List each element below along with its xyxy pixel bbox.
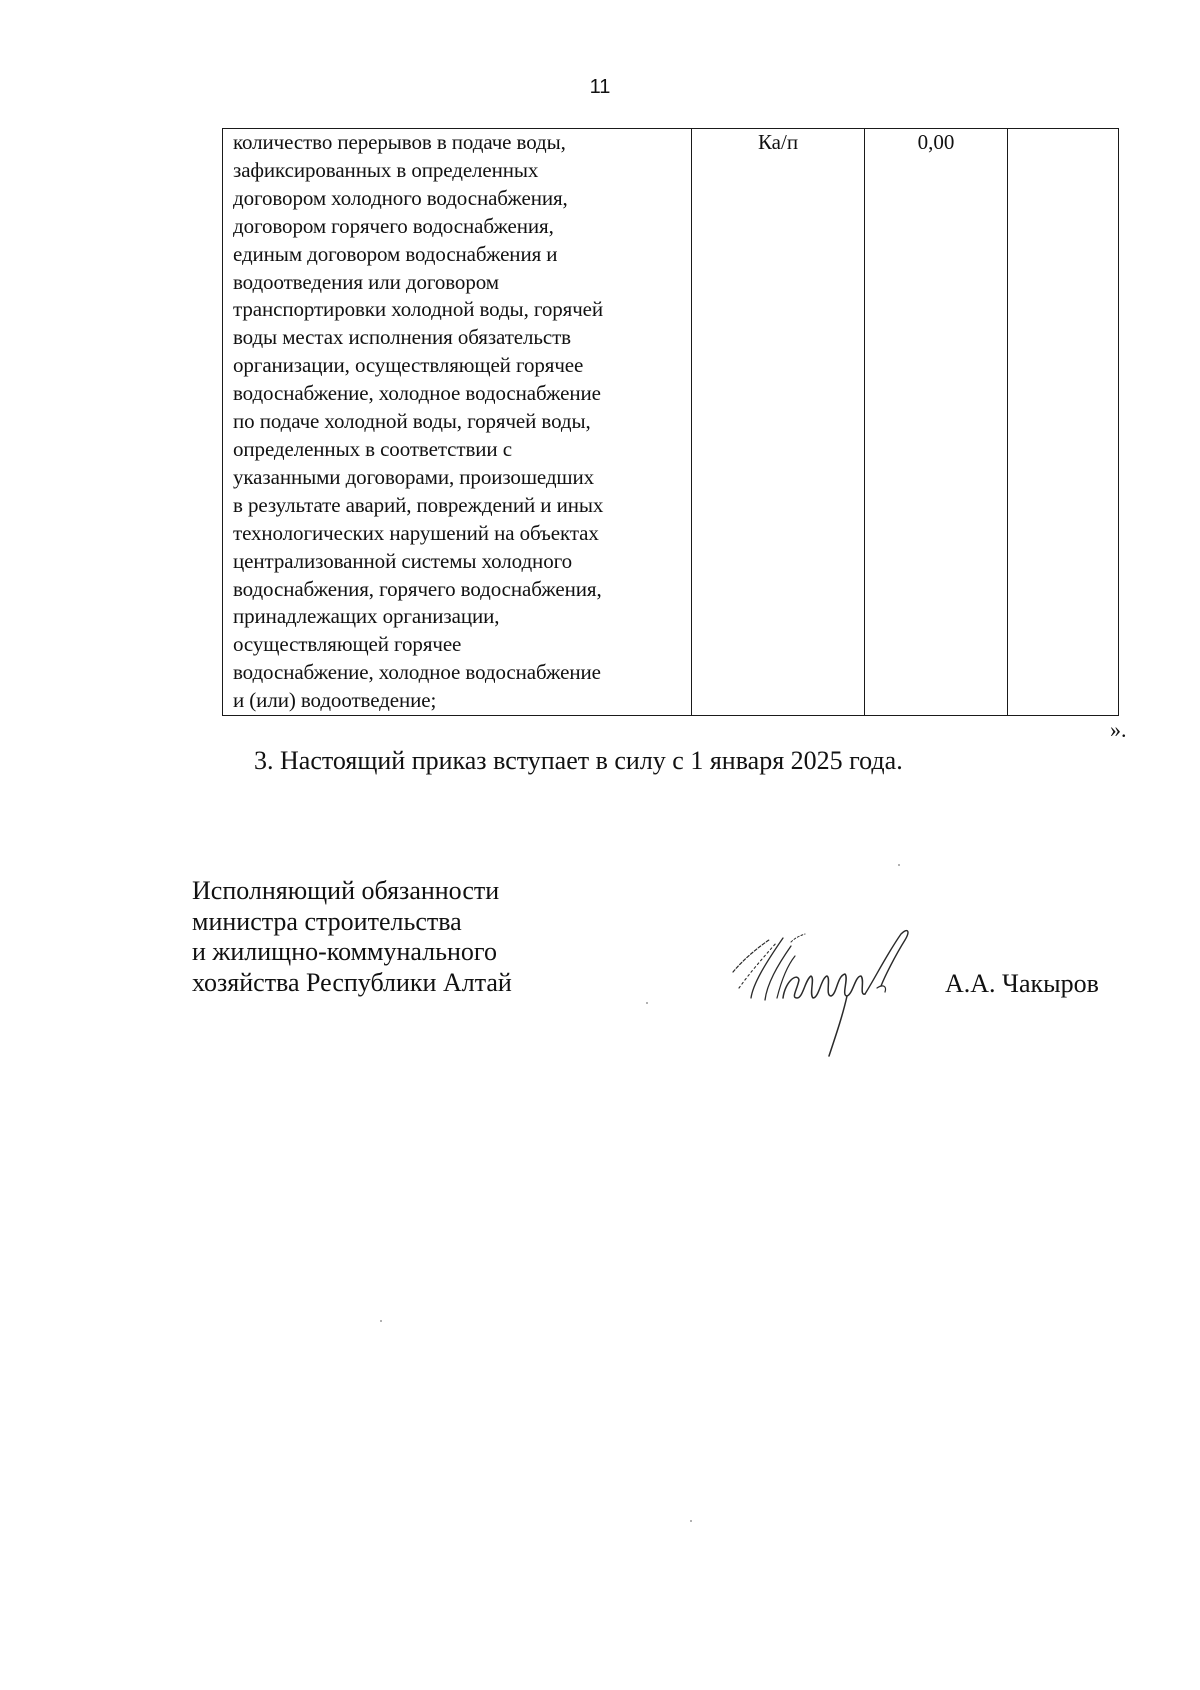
empty-cell [1008, 129, 1119, 716]
description-line: по подаче холодной воды, горячей воды, [233, 409, 591, 434]
scan-speck [898, 864, 900, 866]
description-line: технологических нарушений на объектах [233, 520, 599, 545]
description-line: водоснабжение, холодное водоснабжение [233, 660, 601, 685]
description-line: и (или) водоотведение; [233, 688, 437, 713]
signer-position [192, 876, 512, 998]
signer-name: А.А. Чакыров [945, 969, 1099, 998]
scan-speck [380, 1320, 382, 1322]
description-line: водоотведения или договором [233, 269, 499, 294]
description-line: централизованной системы холодного [233, 548, 572, 573]
description-line: договором холодного водоснабжения, [233, 185, 568, 210]
description-line: воды местах исполнения обязательств [233, 325, 571, 350]
description-line: организации, осуществляющей горячее [233, 353, 584, 378]
description-line: определенных в соответствии с [233, 436, 512, 461]
indicator-table [222, 128, 1119, 716]
signer-position-line: министра строительства [192, 906, 462, 936]
page-number: 11 [589, 76, 611, 98]
closing-quote: ». [1110, 717, 1127, 742]
value-cell: 0,00 [865, 129, 1008, 716]
description-line: транспортировки холодной воды, горячей [233, 297, 604, 322]
description-line: договором горячего водоснабжения, [233, 213, 554, 238]
signer-position-line: и жилищно-коммунального [192, 937, 497, 966]
description-line: водоснабжения, горячего водоснабжения, [233, 576, 602, 601]
unit-cell: Ка/п [692, 129, 865, 716]
indicator-description-cell [223, 129, 692, 716]
table-row [223, 129, 1119, 716]
scan-speck [690, 1520, 692, 1522]
description-line: принадлежащих организации, [233, 604, 500, 629]
description-line: единым договором водоснабжения и [233, 241, 558, 266]
description-line: водоснабжение, холодное водоснабжение [233, 381, 601, 406]
description-line: зафиксированных в определенных [233, 157, 539, 182]
description-line: количество перерывов в подаче воды, [233, 130, 566, 154]
description-line: в результате аварий, повреждений и иных [233, 492, 604, 517]
scan-speck [646, 1002, 648, 1004]
signer-position-line: хозяйства Республики Алтай [192, 967, 512, 997]
signer-position-line: Исполняющий обязанности [192, 876, 500, 905]
handwritten-signature [725, 920, 965, 1070]
description-line: осуществляющей горячее [233, 632, 462, 657]
effective-date-clause: 3. Настоящий приказ вступает в силу с 1 января 2025 года. [254, 746, 903, 775]
description-line: указанными договорами, произошедших [233, 464, 595, 489]
